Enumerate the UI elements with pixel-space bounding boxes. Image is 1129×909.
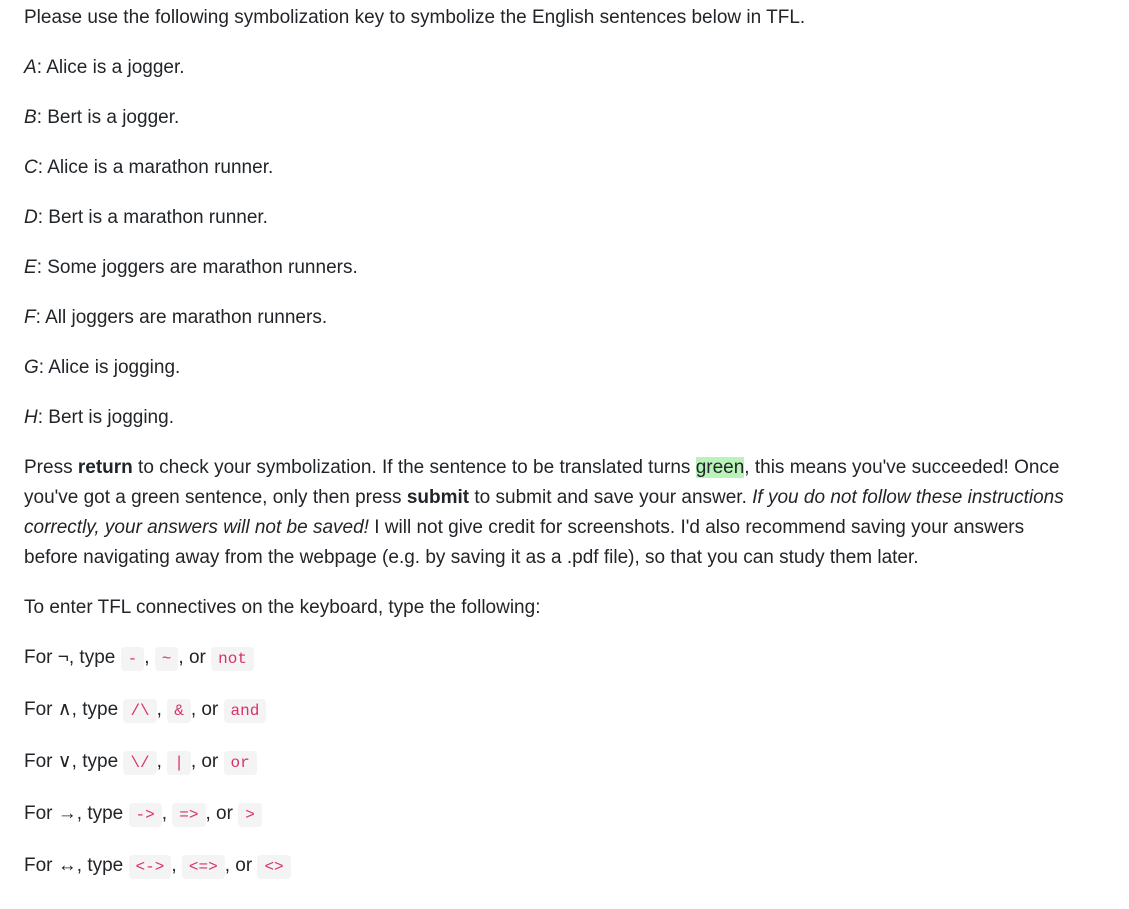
connectives-intro: To enter TFL connectives on the keyboard, type the following:	[24, 597, 541, 618]
key-letter: E	[24, 257, 37, 278]
key-item	[24, 103, 1064, 133]
key-item	[24, 153, 1064, 183]
key-text: : Bert is jogging.	[37, 407, 174, 428]
separator: , or	[224, 855, 258, 876]
key-text: : Bert is a jogger.	[36, 107, 180, 128]
separator: ,	[171, 855, 182, 876]
warning-text: If you do not follow these instructions correctly, your answers will not be saved!	[24, 487, 1064, 538]
connective-code: \/	[123, 751, 156, 775]
connective-code: or	[224, 751, 257, 775]
symbolization-key	[24, 53, 1064, 433]
connective-label: For ¬, type	[24, 647, 121, 668]
separator: ,	[144, 647, 155, 668]
instructions-text: , this means you've succeeded! Once you've got a green sentence, only then press	[24, 457, 1060, 508]
separator: , or	[205, 803, 239, 824]
green-highlight: green	[695, 457, 745, 478]
key-item	[24, 53, 1064, 83]
connective-code: |	[167, 751, 191, 775]
instructions-text: Press	[24, 457, 78, 478]
key-text: : Alice is jogging.	[38, 357, 181, 378]
key-letter: F	[24, 307, 36, 328]
connective-row	[24, 695, 1064, 726]
key-letter: D	[24, 207, 38, 228]
separator: ,	[156, 751, 168, 772]
connective-code: =>	[172, 803, 205, 827]
connective-code: not	[211, 647, 254, 671]
intro-text: Please use the following symbolization key to symbolize the English sentences below in TFL.	[24, 7, 806, 28]
separator: , or	[178, 647, 212, 668]
connective-label: For →, type	[24, 803, 129, 824]
connective-code: /\	[123, 699, 156, 723]
instructions-text: to submit and save your answer.	[469, 487, 753, 508]
separator: , or	[190, 699, 224, 720]
key-letter: A	[24, 57, 37, 78]
separator: ,	[161, 803, 173, 824]
connective-code: and	[224, 699, 267, 723]
key-letter: C	[24, 157, 38, 178]
key-text: : Alice is a jogger.	[36, 57, 185, 78]
connective-code: -	[121, 647, 145, 671]
separator: , or	[190, 751, 224, 772]
main-content	[24, 3, 1064, 903]
key-item	[24, 403, 1064, 433]
instructions-text: I will not give credit for screenshots. I'd also recommend saving your answers before navigating away from the webpage (e.g. by saving it as a .pdf file), so that you can study them later.	[24, 517, 1025, 568]
connective-code: ->	[129, 803, 162, 827]
key-item	[24, 353, 1064, 383]
connective-label: For ∨, type	[24, 751, 124, 772]
key-text: : Some joggers are marathon runners.	[36, 257, 358, 278]
connective-code: >	[238, 803, 262, 827]
key-text: : Bert is a marathon runner.	[37, 207, 268, 228]
key-letter: B	[24, 107, 37, 128]
key-item	[24, 203, 1064, 233]
key-letter: H	[24, 407, 38, 428]
separator: ,	[156, 699, 168, 720]
connective-row	[24, 851, 1064, 882]
connectives-list	[24, 643, 1064, 882]
connective-label: For ↔, type	[24, 855, 129, 876]
key-text: : Alice is a marathon runner.	[37, 157, 274, 178]
connective-code: &	[167, 699, 191, 723]
connective-label: For ∧, type	[24, 699, 124, 720]
key-text: : All joggers are marathon runners.	[35, 307, 328, 328]
connective-code: <->	[129, 855, 172, 879]
instructions-text: to check your symbolization. If the sentence to be translated turns	[132, 457, 696, 478]
connective-code: <>	[257, 855, 290, 879]
connective-row	[24, 747, 1064, 778]
connective-code: ~	[155, 647, 179, 671]
key-item	[24, 253, 1064, 283]
key-letter: G	[24, 357, 39, 378]
key-item	[24, 303, 1064, 333]
connective-code: <=>	[182, 855, 225, 879]
return-keyword: return	[77, 457, 133, 478]
submit-keyword: submit	[406, 487, 470, 508]
instructions-paragraph	[24, 453, 1064, 573]
connective-row	[24, 799, 1064, 830]
connective-row	[24, 643, 1064, 674]
